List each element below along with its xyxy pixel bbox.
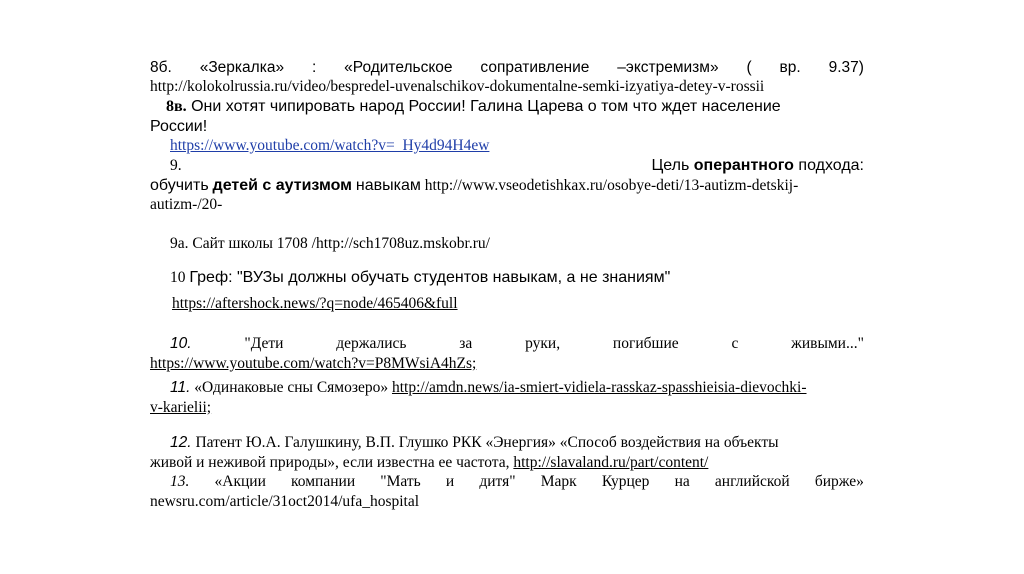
entry-9-pre: Цель: [651, 157, 690, 174]
entry-8v-num: 8в.: [166, 98, 187, 115]
entry-10b-word: держались: [336, 335, 407, 352]
entry-11-line1: [170, 378, 884, 397]
entry-11-line2: [150, 398, 864, 417]
entry-8b-word: «Родительское: [344, 59, 453, 76]
entry-13-word: "Мать: [380, 473, 421, 490]
entry-12-text-cont: живой и неживой природы», если известна ее частота,: [150, 454, 510, 471]
entry-8b-word: «Зеркалка»: [199, 59, 285, 76]
entry-8b-line2: [150, 77, 864, 96]
entry-9-num: 9.: [170, 157, 182, 174]
entry-8v-line1: [166, 97, 880, 116]
entry-9-bold: оперантного: [693, 157, 794, 174]
entry-9-line2: [150, 176, 864, 195]
entry-9-skills: навыкам: [355, 177, 421, 194]
entry-10b-word: за: [459, 335, 473, 352]
entry-8b-num: 8б.: [150, 59, 172, 76]
entry-12-num: 12.: [170, 434, 192, 451]
entry-13-word: бирже»: [814, 473, 864, 490]
entry-8v-title: Они хотят чипировать народ России! Галина Царева о том что ждет население: [191, 98, 781, 115]
entry-10b-word: руки,: [525, 335, 561, 352]
entry-9-url-cont: autizm-/20-: [150, 196, 223, 213]
entry-13-line2: [150, 492, 864, 511]
entry-13-word: английской: [714, 473, 790, 490]
entry-9-line1: [170, 156, 864, 175]
entry-10b-link[interactable]: https://www.youtube.com/watch?v=P8MWsiA4hZs;: [150, 355, 477, 372]
entry-13-word: дитя": [479, 473, 516, 490]
entry-10b-line1: [170, 334, 864, 353]
entry-8v-line2: [150, 117, 864, 136]
entry-10b-line2: [150, 354, 864, 373]
entry-13-word: Марк: [540, 473, 577, 490]
entry-12-line2: [150, 453, 864, 472]
entry-13-word: и: [445, 473, 455, 490]
entry-8v-link[interactable]: https://www.youtube.com/watch?v=_Hy4d94H4ew: [170, 137, 490, 154]
entry-9a-line: [170, 234, 884, 253]
entry-10b-word: с: [731, 335, 739, 352]
entry-8b-word: –экстремизм»: [617, 59, 719, 76]
entry-10a-num: 10: [170, 269, 186, 286]
entry-9-post: подхода:: [798, 157, 864, 174]
entry-8b-url: http://kolokolrussia.ru/video/bespredel-uvenalschikov-dokumentalne-semki-izyatiya-detey-v-rossii: [150, 78, 765, 95]
entry-10a-line2: [172, 294, 886, 313]
entry-13-num: 13.: [170, 473, 190, 490]
entry-8v-title-cont: России!: [150, 118, 208, 135]
entry-8b-word: (: [746, 59, 752, 76]
entry-11-link-cont[interactable]: v-karielii;: [150, 399, 212, 416]
entry-8b-word: 9.37): [828, 59, 864, 76]
entry-12-line1: [170, 433, 884, 452]
entry-13-word: «Акции: [214, 473, 266, 490]
entry-9-autism: детей с аутизмом: [212, 177, 352, 194]
entry-10b-word: "Дети: [244, 335, 284, 352]
entry-10a-link[interactable]: https://aftershock.news/?q=node/465406&full: [172, 295, 458, 312]
entry-8b-word: сопративление: [480, 59, 590, 76]
entry-9-url: http://www.vseodetishkax.ru/osobye-deti/13-autizm-detskij-: [424, 177, 799, 194]
entry-10a-line1: [170, 268, 884, 287]
entry-13-line1: [170, 472, 864, 491]
entry-8b-word: :: [311, 59, 317, 76]
entry-10b-num: 10.: [170, 335, 192, 352]
entry-9a-text: 9а. Сайт школы 1708 /http://sch1708uz.mskobr.ru/: [170, 235, 490, 252]
entry-11-link[interactable]: http://amdn.news/ia-smiert-vidiela-rasskaz-spasshieisia-dievochki-: [391, 379, 807, 396]
entry-13-word: на: [674, 473, 690, 490]
entry-9-goal: [651, 156, 864, 175]
entry-10b-word: погибшие: [612, 335, 679, 352]
entry-9-line3: [150, 195, 864, 214]
entry-8b-line1: [150, 58, 864, 77]
entry-9-teach: обучить: [150, 177, 209, 194]
entry-10b-word: живыми...": [791, 335, 864, 352]
entry-10a-text: Греф: "ВУЗы должны обучать студентов навыкам, а не знаниям": [189, 269, 671, 286]
entry-12-text: Патент Ю.А. Галушкину, В.П. Глушко РКК «Энергия» «Способ воздействия на объекты: [195, 434, 779, 451]
entry-8v-line3: [170, 136, 884, 155]
entry-8b-word: вр.: [779, 59, 801, 76]
entry-13-word: компании: [291, 473, 356, 490]
entry-11-num: 11.: [170, 379, 191, 396]
entry-12-link[interactable]: http://slavaland.ru/part/content/: [513, 454, 709, 471]
entry-13-word: Курцер: [601, 473, 650, 490]
entry-11-text: «Одинаковые сны Сямозеро»: [194, 379, 389, 396]
entry-13-source: newsru.com/article/31oct2014/ufa_hospital: [150, 493, 420, 510]
